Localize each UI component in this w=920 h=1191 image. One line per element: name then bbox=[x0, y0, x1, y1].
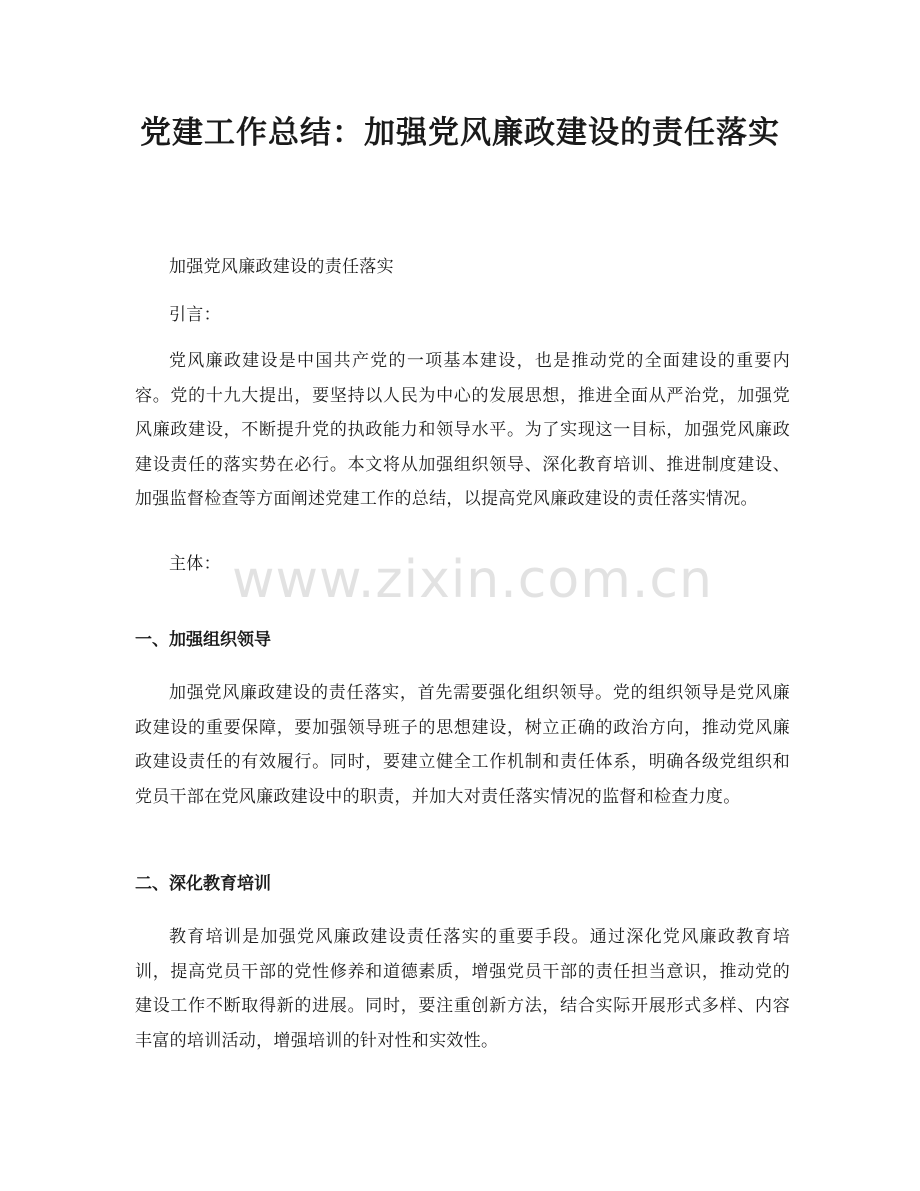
body-label: 主体： bbox=[169, 554, 221, 574]
section-heading-2: 二、深化教育培训 bbox=[135, 874, 271, 894]
document-title: 党建工作总结：加强党风廉政建设的责任落实 bbox=[140, 115, 780, 151]
document-subtitle: 加强党风廉政建设的责任落实 bbox=[169, 257, 394, 277]
section-paragraph-2: 教育培训是加强党风廉政建设责任落实的重要手段。通过深化党风廉政教育培训，提高党员干部的党性修养和道德素质，增强党员干部的责任担当意识，推动党的建设工作不断取得新的进展。同时，要注重创新方法，结合实际开展形式多样、内容丰富的培训活动，增强培训的针对性和实效性。 bbox=[135, 927, 790, 1051]
watermark-text: www.zixin.com.cn bbox=[232, 550, 713, 610]
intro-label: 引言： bbox=[169, 305, 221, 325]
intro-paragraph: 党风廉政建设是中国共产党的一项基本建设，也是推动党的全面建设的重要内容。党的十九大提出，要坚持以人民为中心的发展思想，推进全面从严治党，加强党风廉政建设，不断提升党的执政能力和领导水平。为了实现这一目标，加强党风廉政建设责任的落实势在必行。本文将从加强组织领导、深化教育培训、推进制度建设、加强监督检查等方面阐述党建工作的总结，以提高党风廉政建设的责任落实情况。 bbox=[135, 351, 790, 509]
section-paragraph-1: 加强党风廉政建设的责任落实，首先需要强化组织领导。党的组织领导是党风廉政建设的重要保障，要加强领导班子的思想建设，树立正确的政治方向，推动党风廉政建设责任的有效履行。同时，要建立健全工作机制和责任体系，明确各级党组织和党员干部在党风廉政建设中的职责，并加大对责任落实情况的监督和检查力度。 bbox=[135, 683, 790, 807]
section-heading-1: 一、加强组织领导 bbox=[135, 630, 271, 650]
